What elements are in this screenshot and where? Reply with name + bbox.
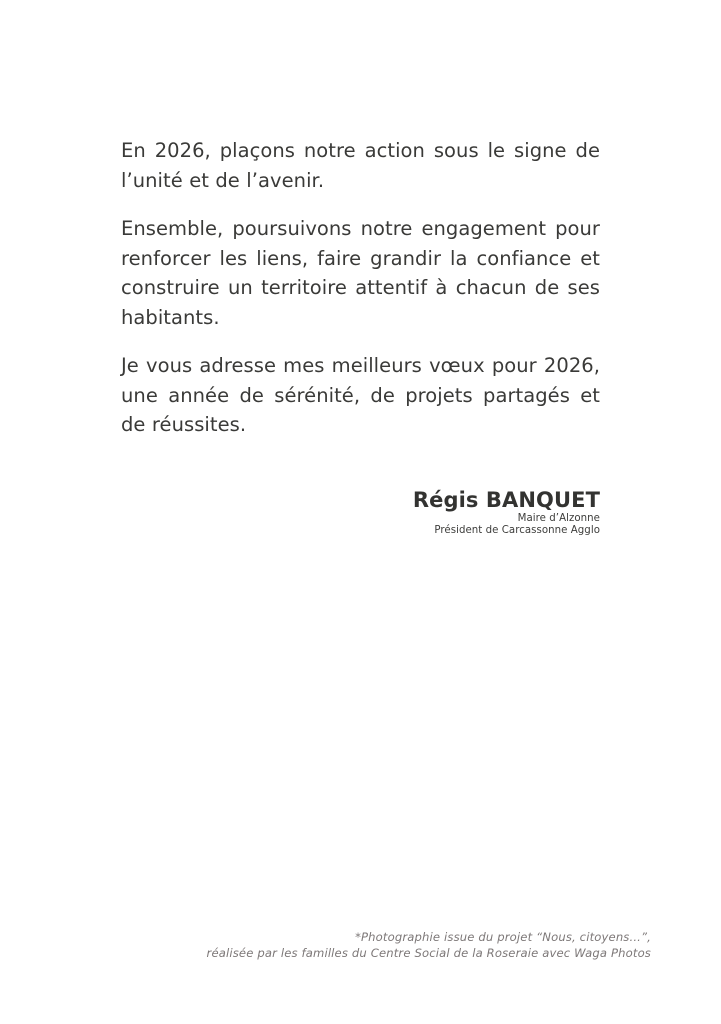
signature-block — [121, 488, 600, 538]
photo-credit — [170, 930, 651, 961]
letter-paragraph-1: En 2026, plaçons notre action sous le signe de l’unité et de l’avenir. — [121, 139, 600, 192]
signatory-role-primary: Maire d’Alzonne — [517, 513, 600, 524]
letter-paragraph-3: Je vous adresse mes meilleurs vœux pour 2026, une année de sérénité, de projets partagés et de réussites. — [121, 354, 600, 436]
signatory-role-secondary: Président de Carcassonne Agglo — [434, 525, 600, 537]
letter-paragraph-2: Ensemble, poursuivons notre engagement pour renforcer les liens, faire grandir la confiance et construire un territoire attentif à chacun de ses habitants. — [121, 217, 600, 329]
photo-credit-line-1: *Photographie issue du projet “Nous, citoyens...”, — [355, 930, 651, 944]
letter-body — [121, 136, 600, 440]
photo-credit-line-2: réalisée par les familles du Centre Social de la Roseraie avec Waga Photos — [206, 945, 651, 960]
signatory-name: Régis BANQUET — [412, 488, 600, 512]
